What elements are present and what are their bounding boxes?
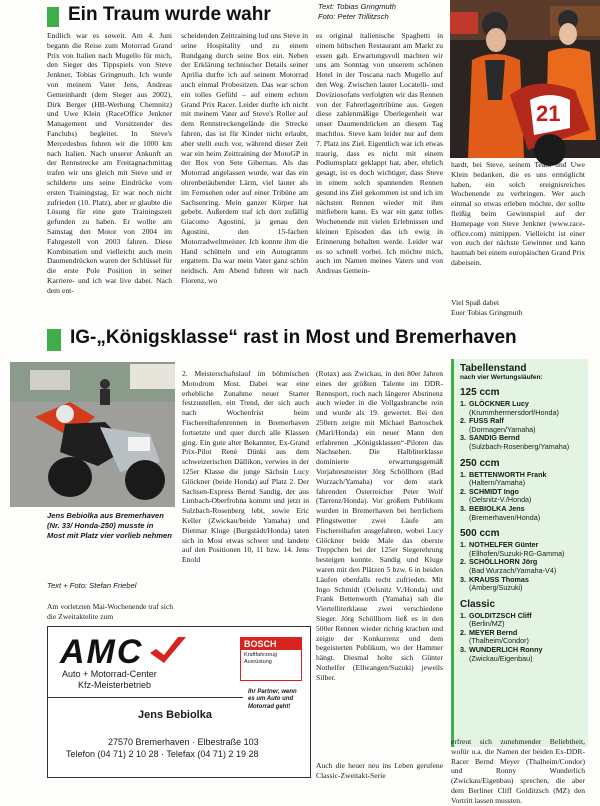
standings-entry bbox=[460, 576, 588, 593]
standings-rider-name: NOTHELFER Günter bbox=[469, 540, 539, 550]
amc-swoosh-icon bbox=[148, 635, 188, 665]
standings-entry bbox=[460, 417, 588, 434]
article1-column-3: es original italienische Spaghetti in einem hübschen Restaurant am Markt zu essen gab. Erwartungsvoll machten wir uns am Sonntag von unserem schönen Hotel in der Toscana nach Mugello auf den Weg. Zwischen lauter Locatelli- und Doviziosofans verfolgten wir das Rennen von der Fahrerlagertribüne aus. Gegen diese zahlenmäßige Überlegenheit war unser Daumendrücken an diesem Tag machtlos. Steve kam leider nur auf dem 7. Platz ins Ziel. Eigentlich war ich etwas traurig, dass es nicht mit einem Podiumsplatz geklappt hat, aber, ehrlich gesagt, ist es doch wichtiger, dass Steve in einem solch spannenden Rennen gesund ins Ziel gekommen ist und ich im nächsten Rennen wieder mit ihm mitfiebern kann. Es war ein ganz tolles Wochenende mit vielen Erlebnissen und kleinen Episoden das ich ewig in Erinnerung behalten werde. Leider war es so schnell vorbei. Ich möchte mich, auch im Namen meines Vaters und von Andreas Gemein- bbox=[316, 31, 443, 276]
ad-address: 27570 Bremerhaven · Elbestraße 103 bbox=[108, 737, 259, 747]
standings-rider bbox=[469, 505, 588, 522]
ad-line-2: Kfz-Meisterbetrieb bbox=[78, 680, 152, 690]
standings-rider bbox=[469, 576, 588, 593]
standings-position: 1. bbox=[460, 399, 466, 408]
standings-rider-name: MEYER Bernd bbox=[469, 627, 518, 637]
standings-rider-name: FUSS Ralf bbox=[469, 416, 504, 426]
standings-rider-name: BEBIOLKA Jens bbox=[469, 503, 525, 513]
standings-rider-team: (Bad Wurzach/Yamaha-V4) bbox=[469, 565, 557, 575]
article1-column-1: Endlich war es soweit. Am 4. Juni begann die Reise zum Motorrad Grand Prix von Italien nach Mugello für mich, den Sieger des Tippspiels von Steve Jenkner, Tobias Gringmuth. Ich wurde von meinem Vater Jens, Andreas Gemeinhardt (dem Sieger aus 2002), Dirk Berger (HB-Werbung Chemnitz) und Uwe Klein (RaceOffice Jenkner Management und Vorsitzender des Fanclubs) begleitet. In Steve's Mercedesbus fuhren wir die 1000 km nach Italien. Nach unserer Ankunft an der Rennstrecke am Freitagnachmittag trafen wir uns gleich mit Steve und er schilderte uns seine Eindrücke vom ersten Trainingstag. Er war noch nicht zufrieden (10. Platz), aber er glaubte die Lösung für eine gute Trainingszeit gefunden zu haben. Er wollte am Samstag den Motor von 2004 im Fahrgestell von 2003 fahren. Diese Kombination und vielleicht auch mein Daumendrücken waren der Schlüssel für die erste Pole Position in seiner Karriere- und ich war live dabei. Nach dem ent- bbox=[47, 31, 172, 295]
ad-slogan: Ihr Partner, wenn es um Auto und Motorrad geht! bbox=[248, 689, 297, 710]
standings-rider bbox=[469, 612, 588, 629]
article1-credit-text: Text: Tobias Gringmuth bbox=[318, 2, 396, 11]
standings-position: 2. bbox=[460, 627, 466, 637]
headline-bar-2 bbox=[47, 329, 61, 351]
standings-position: 2. bbox=[460, 416, 466, 426]
article1-headline: Ein Traum wurde wahr bbox=[68, 4, 271, 25]
standings-position: 2. bbox=[460, 557, 466, 567]
standings-rider-name: WUNDERLICH Ronny bbox=[469, 645, 543, 655]
standings-rider-team: (Sulzbach-Rosenberg/Yamaha) bbox=[469, 441, 570, 451]
standings-entry bbox=[460, 488, 588, 505]
standings-class-heading: 125 ccm bbox=[460, 387, 500, 398]
article2-column-1: Am vorletzten Mai-Wochenende traf sich die Zweitaktelite zum bbox=[47, 602, 173, 621]
standings-class-heading: Classic bbox=[460, 598, 496, 610]
amc-logo-text: AMC bbox=[60, 633, 144, 671]
article1-column-2: scheidenden Zeittraining lud uns Steve in seine Hospitality und zu einem Rundgang durch seine Box ein. Neben der Erklärung technischer Details seiner Aprilia durfte ich auf seinem Motorrad auch einmal Probesitzen. Das war schon ein tolles Gefühl – auf einem echten Grand Prix Racer. Leider durfte ich nicht mit meinem Vater auf Steve's Roller auf dem Rennstreckengelände die Strecke fahren, das ist für Kinder nicht erlaubt, aber stellt euch vor, während dieser Zeit war ein heim Zeittraining der MotoGP in der Box von Sete Gibernau. Als das Motorrad angelassen wurde, war das ein ohrenbetäubender Lärm, viel lauter als im Fernsehen oder auf einer Tribüne am Sachsenring. Mein ganzer Körper hat gebebt. Außerdem traf ich dort zufällig Giacomo Agostini, ja genau den Agostini, den 15-fachen Motorradweltmeister. Ich konnte ihm die Hand schütteln und ein Autogramm ergattern. Da war mein Vater ganz schön neidisch. Am Abend fuhren wir nach Florenz, wo bbox=[181, 31, 308, 285]
standings-rider-name: KRAUSS Thomas bbox=[469, 574, 529, 584]
standings-position: 3. bbox=[460, 645, 466, 655]
article2-column-4-end: erfreut sich zunehmender Beliebtheit, wofür u.a. die Namen der beiden Ex-DDR-Racer Bernd Meyer (Thalheim/Condor) und Ronny Wunderlich (Zwickau/Eigenbau) sprechen, die aber dem Berliner Cliff Golditzsch (MZ) den Vortritt lassen mussten. bbox=[451, 737, 585, 805]
standings-rider-name: GOLDITZSCH Cliff bbox=[469, 610, 532, 620]
racer-team-photo bbox=[450, 0, 600, 158]
standings-entry bbox=[460, 541, 588, 558]
article1-closing-1: Viel Spaß dabei bbox=[451, 298, 500, 307]
standings-position: 1. bbox=[460, 540, 466, 550]
ad-divider bbox=[48, 697, 243, 698]
standings-rider bbox=[469, 558, 588, 575]
standings-rider-name: BETTENWORTH Frank bbox=[469, 469, 547, 479]
standings-rider bbox=[469, 646, 588, 663]
ad-line-1: Auto + Motorrad-Center bbox=[62, 669, 157, 679]
headline-bar bbox=[47, 7, 59, 27]
standings-rider-team: (Bremerhaven/Honda) bbox=[469, 512, 541, 522]
article1-column-4: hardt, bei Steve, seinem Team und Uwe Klein bedanken, die es uns ermöglicht haben, ein solch ereignisreiches Wochenende zu verbringen. Wer auch einmal so etwas erleben möchte, der sollte fleißig beim Gewinnspiel auf der Homepage von Steve Jenkner (www.race-office.com) mittippen. Vielleicht ist einer von euch der nächste Gewinner und kann hautnah bei einem europäischen Grand Prix dabeisein. bbox=[451, 160, 585, 267]
standings-rider bbox=[469, 400, 588, 417]
standings-rider bbox=[469, 471, 588, 488]
race-photo bbox=[10, 362, 175, 507]
article2-column-3-end: Auch die heuer neu ins Leben gerufene Classic-Zweitakt-Serie bbox=[316, 761, 443, 780]
amc-advertisement bbox=[47, 626, 311, 778]
ad-owner: Jens Bebiolka bbox=[138, 709, 212, 721]
standings-position: 1. bbox=[460, 610, 466, 620]
ad-phone: Telefon (04 71) 2 10 28 · Telefax (04 71) 2 19 28 bbox=[66, 749, 259, 759]
standings-entry bbox=[460, 434, 588, 451]
standings-title: Tabellenstand bbox=[460, 363, 527, 374]
standings-rider bbox=[469, 541, 588, 558]
standings-position: 3. bbox=[460, 433, 466, 443]
standings-entry bbox=[460, 612, 588, 629]
standings-rider-team: (Dormagen/Yamaha) bbox=[469, 424, 536, 434]
standings-rider-team: (Thalheim/Condor) bbox=[469, 636, 529, 646]
standings-rider bbox=[469, 434, 588, 451]
standings-subtitle: nach vier Wertungsläufen: bbox=[460, 374, 543, 381]
bike-number: 21 bbox=[536, 101, 561, 126]
article2-headline: IG-„Königsklasse“ rast in Most und Bremerhaven bbox=[70, 327, 517, 348]
standings-rider bbox=[469, 488, 588, 505]
standings-rider bbox=[469, 629, 588, 646]
standings-rider-team: (Oelsnitz-V./Honda) bbox=[469, 495, 532, 505]
standings-rider-name: GLÖCKNER Lucy bbox=[469, 399, 529, 408]
article2-column-2: 2. Meisterschaftslauf im böhmischen Motodrom Most. Dabei war eine erhebliche Zunahme neuer Starter festzustellen, ein Trend, der sich auch nach Wochenfrist beim Fischereihafenrennen in Bremerhaven fortsetzte und quer durch alle Klassen ging. Ein gute alter Bekannter, Ex-Grand Prix-Pilot René Dünki aus dem schweizerischen Dällikon, verwies in der 125er Klasse die junge Sächsin Lucy Glöckner (beide Honda) auf Platz 2. Der Sachsen-Express Bernd Sandig, der aus Limbach-Oberfrohna kommt und jetzt in Sulzbach-Rosenberg lebt, sowie Eric Keller (Zwickau/beide Yamaha) und Dietmar Kluge (Burgstädt/Honda) taten sich in Most etwas schwer und landete auf den Positionen 10, 11 bzw. 14. Jens Enold bbox=[182, 369, 309, 565]
standings-entry bbox=[460, 629, 588, 646]
standings-rider-team: (Amberg/Suzuki) bbox=[469, 583, 523, 593]
article2-column-3: (Rotax) aus Zwickau, in den 80er Jahren eines der größten Talente im DDR-Rennsport, roch nach längerer Abstinenz auch wieder in die Vollgasbranche rein und wurde als 19. gewertet. Bei den 250ern zeigte mit Michael Bartoschek (Marl/Honda) ein neuer Mann den erfahrenen „Königsklassen“-Piloten das Nachsehen. Die Halbliterklasse dominierte erwartungsgemäß Vorjahresmeister Jörg Schöllhorn (Bad Wurzach/Yamaha) vor dem stark fahrenden Österreicher Peter Wolf (Tarrenz/Honda). Vor großem Publikum wurden in Bremerhaven bei herrlichem Pfingstwetter zwei Läufe am Fischereihafen ausgefahren, wobei Lucy Glöckner beide Male das oberste Treppchen bei der 125er Siegerehrung besteigen konnte. Sandig und Kluge waren mit den Plätzen 5 bzw. 6 in beiden Läufen ebenfalls recht zufrieden. Mit Ingo Schmidt (Oelsnitz V./Honda) und Frank Bettenworth (Yamaha) sah die Viertelliterklasse zwei verschiedene Sieger. Jörg Schöllhorn ließ es in den 500er Rennen wieder richtig krachen und zeigte der Konkurrenz und dem begeisterten Publikum, wo der Hammer hängt. Diesmal holte sich Günter Nothelfer (Ellwangen/Suzuki) jeweils Silber. bbox=[316, 369, 443, 682]
standings-box bbox=[451, 359, 588, 747]
standings-position: 1. bbox=[460, 469, 466, 479]
standings-rider-name: SCHMIDT Ingo bbox=[469, 486, 519, 496]
standings-entry bbox=[460, 505, 588, 522]
standings-list bbox=[454, 387, 588, 663]
article1-closing-2: Euer Tobias Gringmuth bbox=[451, 308, 523, 317]
standings-rider-team: (Zwickau/Eigenbau) bbox=[469, 653, 533, 663]
standings-class-heading: 250 ccm bbox=[460, 457, 500, 469]
bosch-badge bbox=[240, 637, 302, 681]
article2-credit: Text + Foto: Stefan Friebel bbox=[47, 581, 137, 590]
standings-class-heading: 500 ccm bbox=[460, 528, 500, 540]
amc-logo bbox=[60, 633, 210, 671]
standings-rider-team: (Berlin/MZ) bbox=[469, 619, 505, 629]
standings-position: 3. bbox=[460, 574, 466, 584]
standings-position: 2. bbox=[460, 486, 466, 496]
standings-rider-team: (Ellhofen/Suzuki-RG-Gamma) bbox=[469, 548, 565, 558]
standings-rider bbox=[469, 417, 588, 434]
standings-rider-name: SANDIG Bernd bbox=[469, 433, 520, 443]
standings-rider-team: (Haltern/Yamaha) bbox=[469, 478, 526, 488]
standings-rider-team: (Krummhermersdorf/Honda) bbox=[469, 407, 559, 417]
race-photo-caption: Jens Bebiolka aus Bremerhaven (Nr. 33/ Honda-250) musste in Most mit Platz vier vorlieb nehmen bbox=[47, 511, 172, 540]
standings-entry bbox=[460, 471, 588, 488]
bosch-label: BOSCH bbox=[241, 638, 301, 650]
standings-position: 3. bbox=[460, 503, 466, 513]
standings-rider-name: SCHÖLLHORN Jörg bbox=[469, 557, 538, 567]
standings-entry bbox=[460, 646, 588, 663]
article1-credit-photo: Foto: Peter Trillitzsch bbox=[318, 12, 389, 21]
standings-entry bbox=[460, 400, 588, 417]
bosch-sub: Kraftfahrzeug Ausrüstung bbox=[244, 652, 278, 665]
standings-entry bbox=[460, 558, 588, 575]
